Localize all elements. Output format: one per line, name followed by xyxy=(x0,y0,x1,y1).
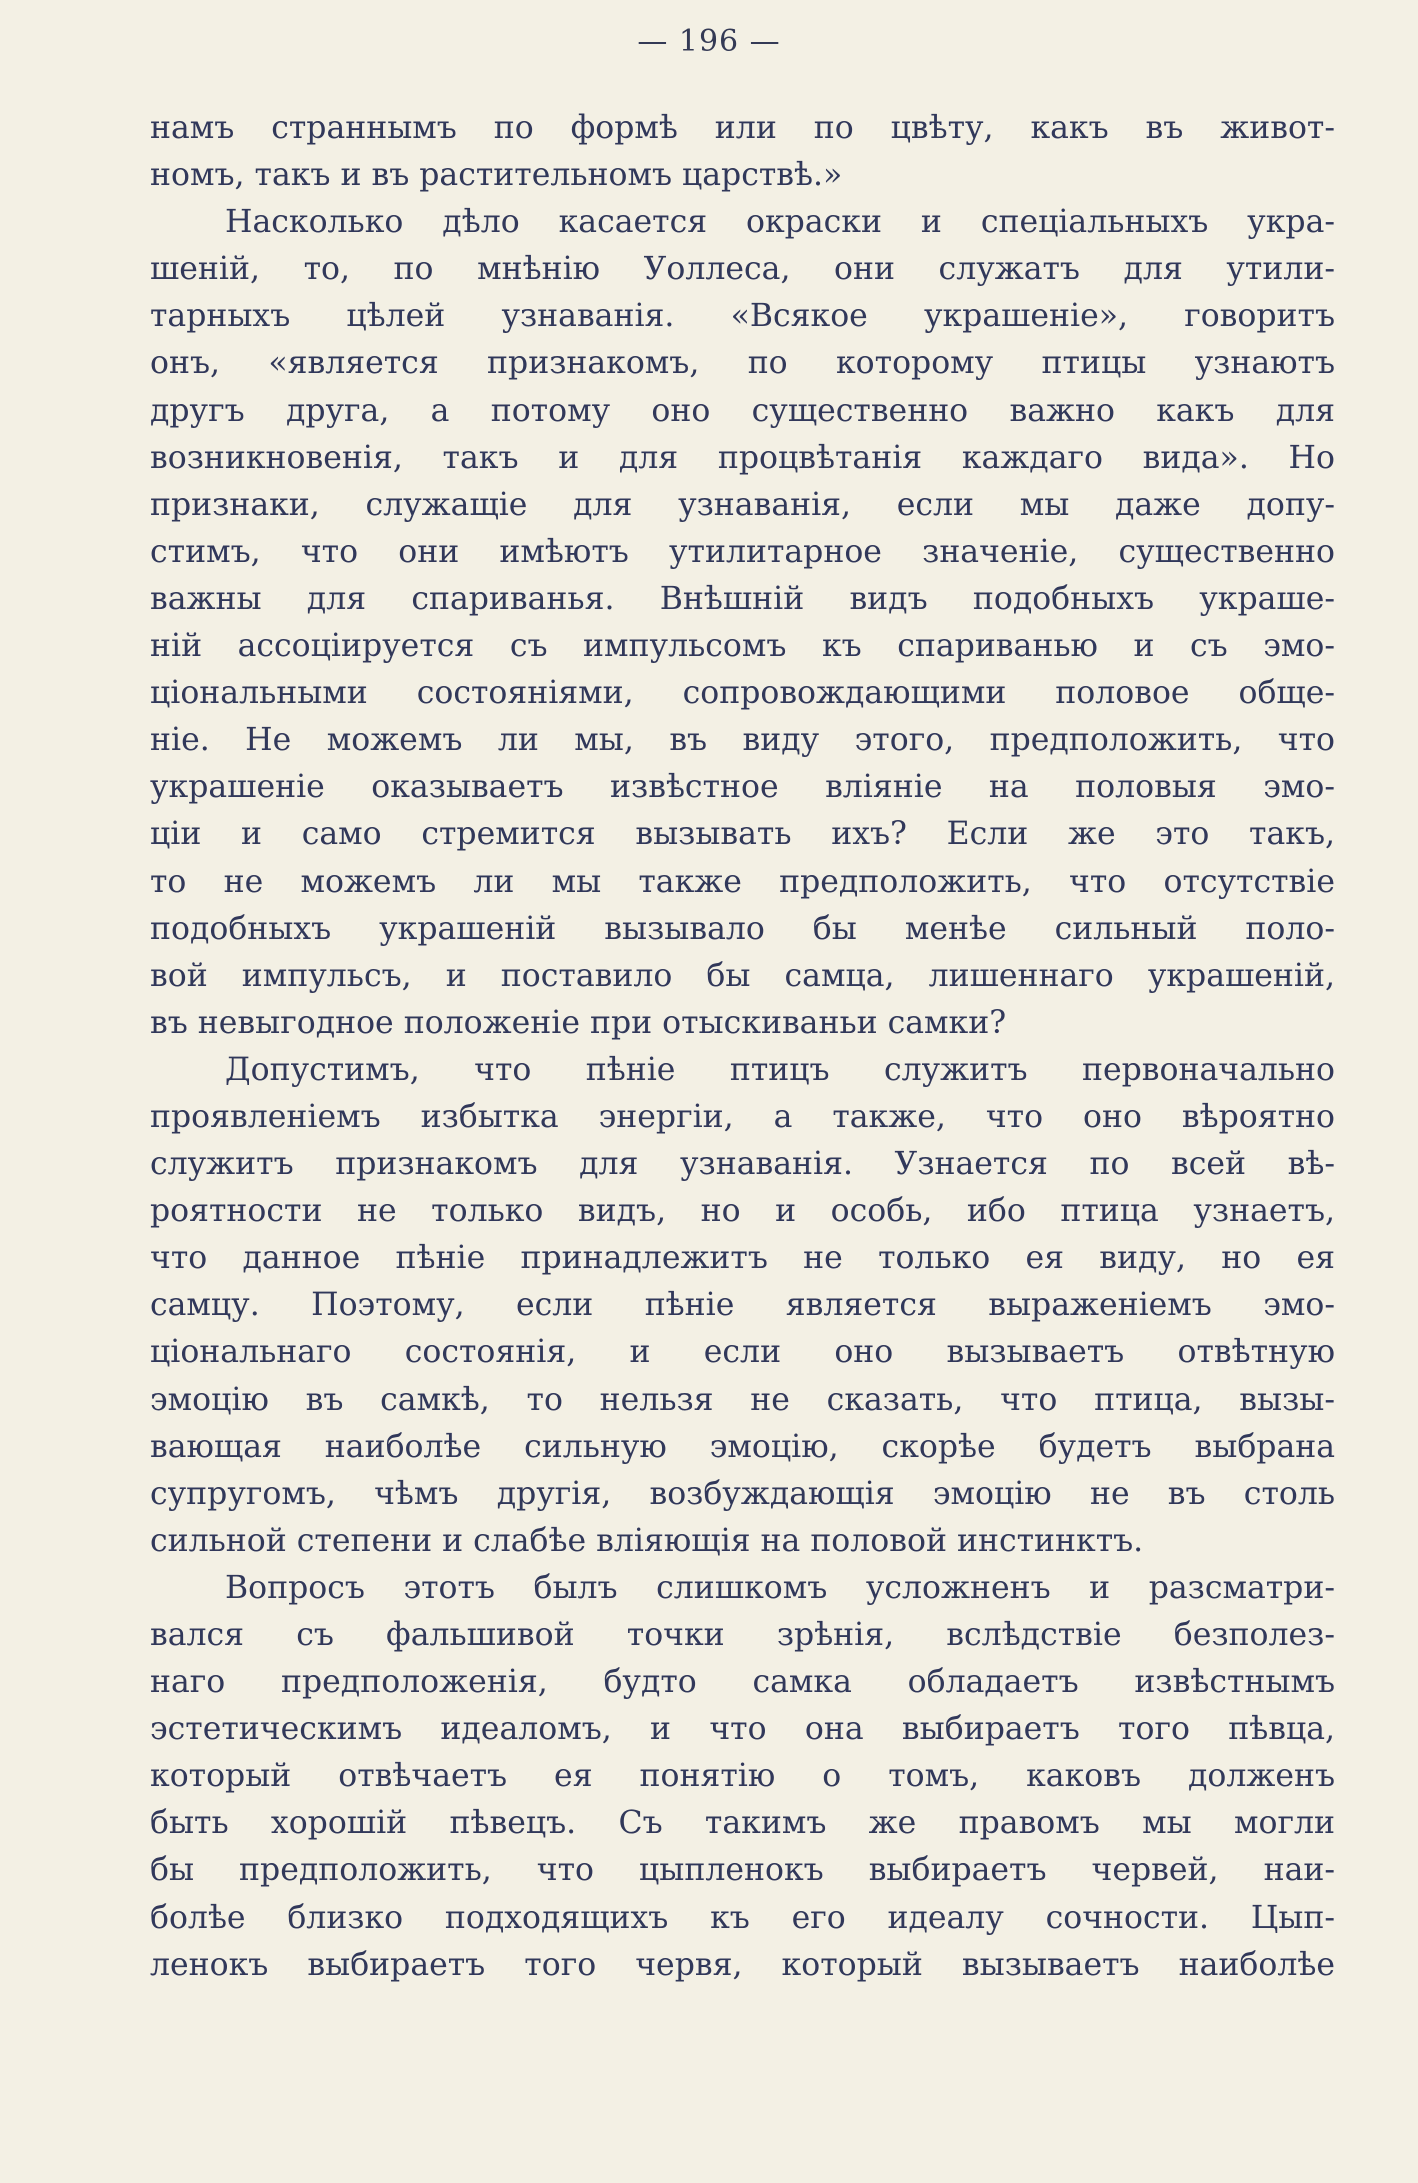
text-line: ній ассоціируется съ импульсомъ къ спариванью и съ эмо- xyxy=(150,628,1335,665)
text-line: бы предположить, что цыпленокъ выбираетъ червей, наи- xyxy=(150,1852,1335,1889)
text-line: эмоцію въ самкѣ, то нельзя не сказать, что птица, вызы- xyxy=(150,1381,1335,1418)
text-line: роятности не только видъ, но и особь, ибо птица узнаетъ, xyxy=(150,1193,1335,1230)
text-line: ціональными состояніями, сопровождающими половое обще- xyxy=(150,675,1335,712)
text-line: наго предположенія, будто самка обладаетъ извѣстнымъ xyxy=(150,1664,1335,1701)
text-line: служитъ признакомъ для узнаванія. Узнается по всей вѣ- xyxy=(150,1146,1335,1183)
text-line: важны для спариванья. Внѣшній видъ подобныхъ украше- xyxy=(150,580,1335,617)
text-line: Вопросъ этотъ былъ слишкомъ усложненъ и разсматри- xyxy=(225,1569,1335,1606)
text-line: эстетическимъ идеаломъ, и что она выбираетъ того пѣвца, xyxy=(150,1711,1335,1748)
text-line: ціи и само стремится вызывать ихъ? Если же это такъ, xyxy=(150,816,1335,853)
text-line: стимъ, что они имѣютъ утилитарное значеніе, существенно xyxy=(150,533,1335,570)
text-line: быть хорошій пѣвецъ. Съ такимъ же правомъ мы могли xyxy=(150,1805,1335,1842)
text-line: Насколько дѣло касается окраски и спеціальныхъ укра- xyxy=(225,204,1335,241)
text-line: номъ, такъ и въ растительномъ царствѣ.» xyxy=(150,157,843,194)
text-line: вающая наиболѣе сильную эмоцію, скорѣе будетъ выбрана xyxy=(150,1428,1335,1465)
text-line: что данное пѣніе принадлежитъ не только ея виду, но ея xyxy=(150,1240,1335,1277)
text-line: проявленіемъ избытка энергіи, а также, что оно вѣроятно xyxy=(150,1098,1335,1135)
text-line: онъ, «является признакомъ, по которому птицы узнаютъ xyxy=(150,345,1335,382)
text-line: ціональнаго состоянія, и если оно вызываетъ отвѣтную xyxy=(150,1334,1335,1371)
text-line: который отвѣчаетъ ея понятію о томъ, каковъ долженъ xyxy=(150,1758,1335,1795)
text-line: ніе. Не можемъ ли мы, въ виду этого, предположить, что xyxy=(150,722,1335,759)
text-line: въ невыгодное положеніе при отыскиваньи самки? xyxy=(150,1004,1007,1041)
text-line: признаки, служащіе для узнаванія, если мы даже допу- xyxy=(150,486,1335,523)
body-text xyxy=(150,105,1335,1989)
text-line: возникновенія, такъ и для процвѣтанія каждаго вида». Но xyxy=(150,439,1335,476)
text-line: ленокъ выбираетъ того червя, который вызываетъ наиболѣе xyxy=(150,1946,1335,1983)
text-line: шеній, то, по мнѣнію Уоллеса, они служатъ для утили- xyxy=(150,251,1335,288)
text-line: супругомъ, чѣмъ другія, возбуждающія эмоцію не въ столь xyxy=(150,1475,1335,1512)
text-line: сильной степени и слабѣе вліяющія на половой инстинктъ. xyxy=(150,1522,1144,1559)
text-line: болѣе близко подходящихъ къ его идеалу сочности. Цып- xyxy=(150,1899,1335,1936)
text-line: тарныхъ цѣлей узнаванія. «Всякое украшеніе», говоритъ xyxy=(150,298,1335,335)
text-line: другъ друга, а потому оно существенно важно какъ для xyxy=(150,392,1335,429)
text-line: подобныхъ украшеній вызывало бы менѣе сильный поло- xyxy=(150,910,1335,947)
text-line: вой импульсъ, и поставило бы самца, лишеннаго украшеній, xyxy=(150,957,1335,994)
text-line: то не можемъ ли мы также предположить, что отсутствіе xyxy=(150,863,1335,900)
text-line: вался съ фальшивой точки зрѣнія, вслѣдствіе безполез- xyxy=(150,1617,1335,1653)
page-number: — 196 — xyxy=(637,24,781,59)
text-line: намъ страннымъ по формѣ или по цвѣту, какъ въ живот- xyxy=(150,110,1335,146)
text-line: самцу. Поэтому, если пѣніе является выраженіемъ эмо- xyxy=(150,1287,1335,1324)
text-line: Допустимъ, что пѣніе птицъ служитъ первоначально xyxy=(225,1051,1335,1088)
text-line: украшеніе оказываетъ извѣстное вліяніе на половыя эмо- xyxy=(150,769,1335,806)
